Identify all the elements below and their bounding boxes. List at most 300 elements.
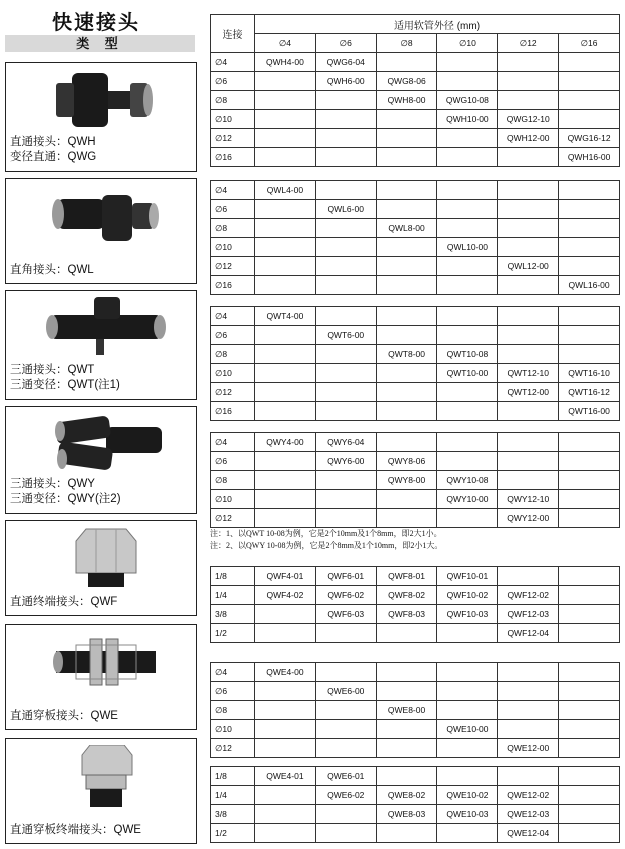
model-cell [376,383,437,402]
model-cell [255,471,316,490]
product-caption: 三通接头：QWT 三通变径：QWT(注1) [10,364,120,391]
model-cell: QWT16-12 [559,383,620,402]
model-cell [498,276,559,295]
model-cell [255,739,316,758]
model-cell [315,402,376,421]
model-cell [255,91,316,110]
model-cell [376,257,437,276]
row-header-cell: 3/8 [211,605,255,624]
row-header-cell: 1/8 [211,767,255,786]
model-cell [255,200,316,219]
product-caption: 直角接头：QWL [10,264,94,276]
model-cell [255,682,316,701]
model-cell: QWT10-00 [437,364,498,383]
product-card-qwe2 [5,738,197,844]
model-cell [437,433,498,452]
model-cell: QWF4-02 [255,586,316,605]
model-cell [559,509,620,528]
model-cell [315,181,376,200]
fitting-table-qwf [210,566,620,643]
table-row [211,91,620,110]
table-row [211,586,620,605]
model-cell [437,53,498,72]
model-cell [255,786,316,805]
model-cell: QWE4-00 [255,663,316,682]
table-row [211,402,620,421]
model-cell: QWF10-01 [437,567,498,586]
model-cell [315,471,376,490]
model-cell [437,452,498,471]
row-header-cell: ∅6 [211,682,255,701]
model-cell [255,605,316,624]
table-row [211,110,620,129]
model-cell [255,110,316,129]
model-cell: QWT12-00 [498,383,559,402]
model-cell [315,624,376,643]
row-header-cell: ∅10 [211,238,255,257]
row-header-cell: ∅10 [211,490,255,509]
model-cell [315,509,376,528]
model-cell [559,720,620,739]
model-cell [559,53,620,72]
col-header: ∅12 [498,34,559,53]
table-row [211,605,620,624]
model-cell [376,682,437,701]
model-cell: QWL10-00 [437,238,498,257]
row-header-cell: ∅8 [211,345,255,364]
product-caption: 直通穿板终端接头：QWE [10,824,141,836]
model-cell: QWF6-02 [315,586,376,605]
model-cell [559,490,620,509]
model-cell [559,682,620,701]
model-cell: QWY12-10 [498,490,559,509]
model-cell [498,471,559,490]
model-cell: QWL8-00 [376,219,437,238]
y-union-image [36,413,176,475]
product-card-qwy [5,406,197,514]
product-card-qwh [5,62,197,172]
model-cell [255,257,316,276]
model-cell [559,110,620,129]
model-cell [559,586,620,605]
model-cell: QWF4-01 [255,567,316,586]
row-header-cell: ∅4 [211,663,255,682]
model-cell [498,219,559,238]
model-cell: QWF6-03 [315,605,376,624]
table-row [211,326,620,345]
model-cell: QWF12-03 [498,605,559,624]
model-cell [559,238,620,257]
table-row [211,471,620,490]
model-cell [437,509,498,528]
model-cell [437,624,498,643]
table-row [211,53,620,72]
fitting-table-qwl [210,180,620,295]
table-row [211,383,620,402]
row-header-cell: ∅6 [211,452,255,471]
model-cell [498,148,559,167]
model-cell [255,701,316,720]
model-cell: QWE12-03 [498,805,559,824]
model-cell [559,91,620,110]
model-cell [498,682,559,701]
model-cell [437,307,498,326]
model-cell [437,663,498,682]
row-header-cell: 1/4 [211,586,255,605]
model-cell [315,91,376,110]
row-header-cell: ∅8 [211,219,255,238]
model-cell [437,257,498,276]
row-header-cell: ∅4 [211,307,255,326]
fitting-table-qwy [210,432,620,528]
model-cell [559,701,620,720]
female-connector-image [36,527,176,589]
row-header-cell: 1/2 [211,824,255,843]
model-cell: QWY8-00 [376,471,437,490]
model-cell: QWE8-00 [376,701,437,720]
row-header-cell: ∅16 [211,402,255,421]
model-cell: QWE12-04 [498,824,559,843]
table-row [211,181,620,200]
model-cell [255,345,316,364]
model-cell [376,307,437,326]
notes [210,528,442,552]
row-header-cell: ∅8 [211,91,255,110]
table-row [211,452,620,471]
model-cell [376,364,437,383]
model-cell: QWL12-00 [498,257,559,276]
model-cell [255,383,316,402]
model-cell [315,663,376,682]
model-cell [559,663,620,682]
model-cell [559,805,620,824]
fitting-table-qwh [210,14,620,167]
model-cell: QWE6-00 [315,682,376,701]
model-cell [376,129,437,148]
table-row [211,767,620,786]
row-header-cell: ∅12 [211,129,255,148]
model-cell [437,181,498,200]
model-cell: QWF8-03 [376,605,437,624]
product-caption: 直通接头：QWH 变径直通：QWG [10,136,97,163]
model-cell [376,200,437,219]
row-header-cell: ∅10 [211,720,255,739]
model-cell [559,257,620,276]
table-row [211,720,620,739]
table-row [211,148,620,167]
row-header-cell: ∅4 [211,181,255,200]
model-cell [498,567,559,586]
col-header: ∅10 [437,34,498,53]
row-header-cell: 3/8 [211,805,255,824]
model-cell [498,53,559,72]
model-cell [315,148,376,167]
model-cell [498,200,559,219]
table-row [211,276,620,295]
tube-size-header: 适用软管外径 (mm) [255,15,620,34]
model-cell: QWH10-00 [437,110,498,129]
model-cell [376,238,437,257]
model-cell: QWY8-06 [376,452,437,471]
model-cell: QWG12-10 [498,110,559,129]
model-cell: QWT16-00 [559,402,620,421]
model-cell: QWE6-02 [315,786,376,805]
model-cell [437,739,498,758]
model-cell [559,452,620,471]
model-cell: QWH8-00 [376,91,437,110]
model-cell [255,452,316,471]
model-cell [315,307,376,326]
bulkhead-union-image [36,631,176,693]
note-1: 注：1、以QWT 10-08为例，它是2个10mm及1个8mm，即2大1小。 [210,529,442,538]
model-cell [376,110,437,129]
product-caption: 直通穿板接头：QWE [10,710,118,722]
model-cell [315,257,376,276]
model-cell [498,402,559,421]
model-cell [559,307,620,326]
model-cell [376,326,437,345]
model-cell [559,624,620,643]
row-header-cell: ∅10 [211,364,255,383]
model-cell: QWH12-00 [498,129,559,148]
model-cell [498,326,559,345]
table-row [211,739,620,758]
model-cell [255,72,316,91]
row-header-cell: ∅16 [211,148,255,167]
model-cell [315,383,376,402]
model-cell [315,110,376,129]
model-cell [437,402,498,421]
model-cell: QWY10-08 [437,471,498,490]
model-cell [315,805,376,824]
model-cell [255,238,316,257]
model-cell: QWY10-00 [437,490,498,509]
model-cell [255,720,316,739]
model-cell [437,824,498,843]
model-cell [498,307,559,326]
model-cell: QWT8-00 [376,345,437,364]
model-cell: QWY4-00 [255,433,316,452]
page-title: 快速接头 [52,12,140,34]
table-row [211,129,620,148]
table-row [211,200,620,219]
model-cell [559,767,620,786]
model-cell [437,383,498,402]
model-cell [255,148,316,167]
model-cell [255,624,316,643]
model-cell: QWL4-00 [255,181,316,200]
model-cell [376,53,437,72]
model-cell [376,148,437,167]
model-cell: QWH16-00 [559,148,620,167]
model-cell: QWF10-02 [437,586,498,605]
model-cell: QWE10-02 [437,786,498,805]
row-header-cell: ∅6 [211,200,255,219]
model-cell [255,364,316,383]
model-cell: QWE6-01 [315,767,376,786]
row-header-cell: ∅4 [211,433,255,452]
model-cell [559,605,620,624]
model-cell [315,701,376,720]
model-cell [498,91,559,110]
model-cell [559,739,620,758]
model-cell [498,767,559,786]
model-cell: QWG16-12 [559,129,620,148]
model-cell: QWE12-00 [498,739,559,758]
model-cell [376,663,437,682]
model-cell: QWG8-06 [376,72,437,91]
model-cell [315,345,376,364]
model-cell: QWE4-01 [255,767,316,786]
model-cell: QWE10-00 [437,720,498,739]
row-header-cell: ∅16 [211,276,255,295]
model-cell: QWL16-00 [559,276,620,295]
model-cell [559,219,620,238]
model-cell [498,181,559,200]
model-cell [559,471,620,490]
model-cell: QWF6-01 [315,567,376,586]
model-cell [255,276,316,295]
table-row [211,219,620,238]
model-cell [255,219,316,238]
col-header: ∅6 [315,34,376,53]
table-row [211,663,620,682]
model-cell: QWH6-00 [315,72,376,91]
model-cell: QWE8-03 [376,805,437,824]
model-cell: QWL6-00 [315,200,376,219]
model-cell [559,326,620,345]
table-row [211,805,620,824]
model-cell: QWE8-02 [376,786,437,805]
model-cell [376,824,437,843]
table-row [211,345,620,364]
model-cell: QWT16-10 [559,364,620,383]
table-row [211,786,620,805]
model-cell [315,364,376,383]
model-cell [437,682,498,701]
model-cell: QWY12-00 [498,509,559,528]
model-cell: QWF8-02 [376,586,437,605]
tee-union-image [36,297,176,359]
col-header: ∅8 [376,34,437,53]
table-row [211,238,620,257]
model-cell: QWE10-03 [437,805,498,824]
model-cell [376,433,437,452]
fitting-table-qwe2 [210,766,620,843]
row-header-cell: 1/2 [211,624,255,643]
model-cell [437,326,498,345]
model-cell: QWT4-00 [255,307,316,326]
product-card-qwt [5,290,197,400]
model-cell [559,345,620,364]
model-cell [437,148,498,167]
row-header-cell: ∅12 [211,509,255,528]
model-cell [315,720,376,739]
row-header-cell: ∅12 [211,739,255,758]
table-row [211,490,620,509]
model-cell [315,824,376,843]
row-header-cell: ∅4 [211,53,255,72]
product-caption: 三通接头：QWY 三通变径：QWY(注2) [10,478,121,505]
table-row [211,257,620,276]
row-header-cell: ∅12 [211,383,255,402]
model-cell [315,490,376,509]
model-cell [376,624,437,643]
model-cell [255,824,316,843]
table-row [211,824,620,843]
model-cell [437,701,498,720]
model-cell [559,181,620,200]
model-cell [315,219,376,238]
row-header-cell: ∅12 [211,257,255,276]
row-header-cell: ∅6 [211,72,255,91]
model-cell: QWT10-08 [437,345,498,364]
model-cell [559,200,620,219]
model-cell [559,567,620,586]
elbow-union-image [36,185,176,247]
table-row [211,364,620,383]
row-header-cell: ∅8 [211,471,255,490]
model-cell: QWF12-02 [498,586,559,605]
model-cell: QWT6-00 [315,326,376,345]
model-cell [255,509,316,528]
model-cell [376,767,437,786]
row-header-cell: ∅8 [211,701,255,720]
model-cell [376,490,437,509]
model-cell [376,402,437,421]
table-row [211,433,620,452]
model-cell: QWF8-01 [376,567,437,586]
model-cell [376,181,437,200]
row-header-cell: ∅10 [211,110,255,129]
model-cell [315,238,376,257]
product-card-qwe [5,624,197,730]
model-cell [376,739,437,758]
table-row [211,682,620,701]
table-row [211,307,620,326]
model-cell [255,129,316,148]
model-cell [559,433,620,452]
bulkhead-female-connector-image [36,745,176,807]
table-row [211,509,620,528]
model-cell: QWT12-10 [498,364,559,383]
straight-union-image [36,69,176,131]
model-cell: QWY6-00 [315,452,376,471]
model-cell [437,767,498,786]
col-header: ∅4 [255,34,316,53]
model-cell [559,786,620,805]
model-cell [255,490,316,509]
model-cell [498,238,559,257]
note-2: 注：2、以QWY 10-08为例，它是2个8mm及1个10mm，即2小1大。 [210,541,443,550]
product-card-qwf [5,520,197,616]
fitting-table-qwe [210,662,620,758]
row-header-cell: 1/8 [211,567,255,586]
row-header-cell: 1/4 [211,786,255,805]
model-cell [559,72,620,91]
fitting-table-qwt [210,306,620,421]
model-cell [315,739,376,758]
product-card-qwl [5,178,197,284]
model-cell [437,276,498,295]
model-cell [559,824,620,843]
model-cell [376,276,437,295]
row-header-cell: ∅6 [211,326,255,345]
model-cell [437,72,498,91]
table-row [211,624,620,643]
model-cell [498,433,559,452]
model-cell [498,663,559,682]
